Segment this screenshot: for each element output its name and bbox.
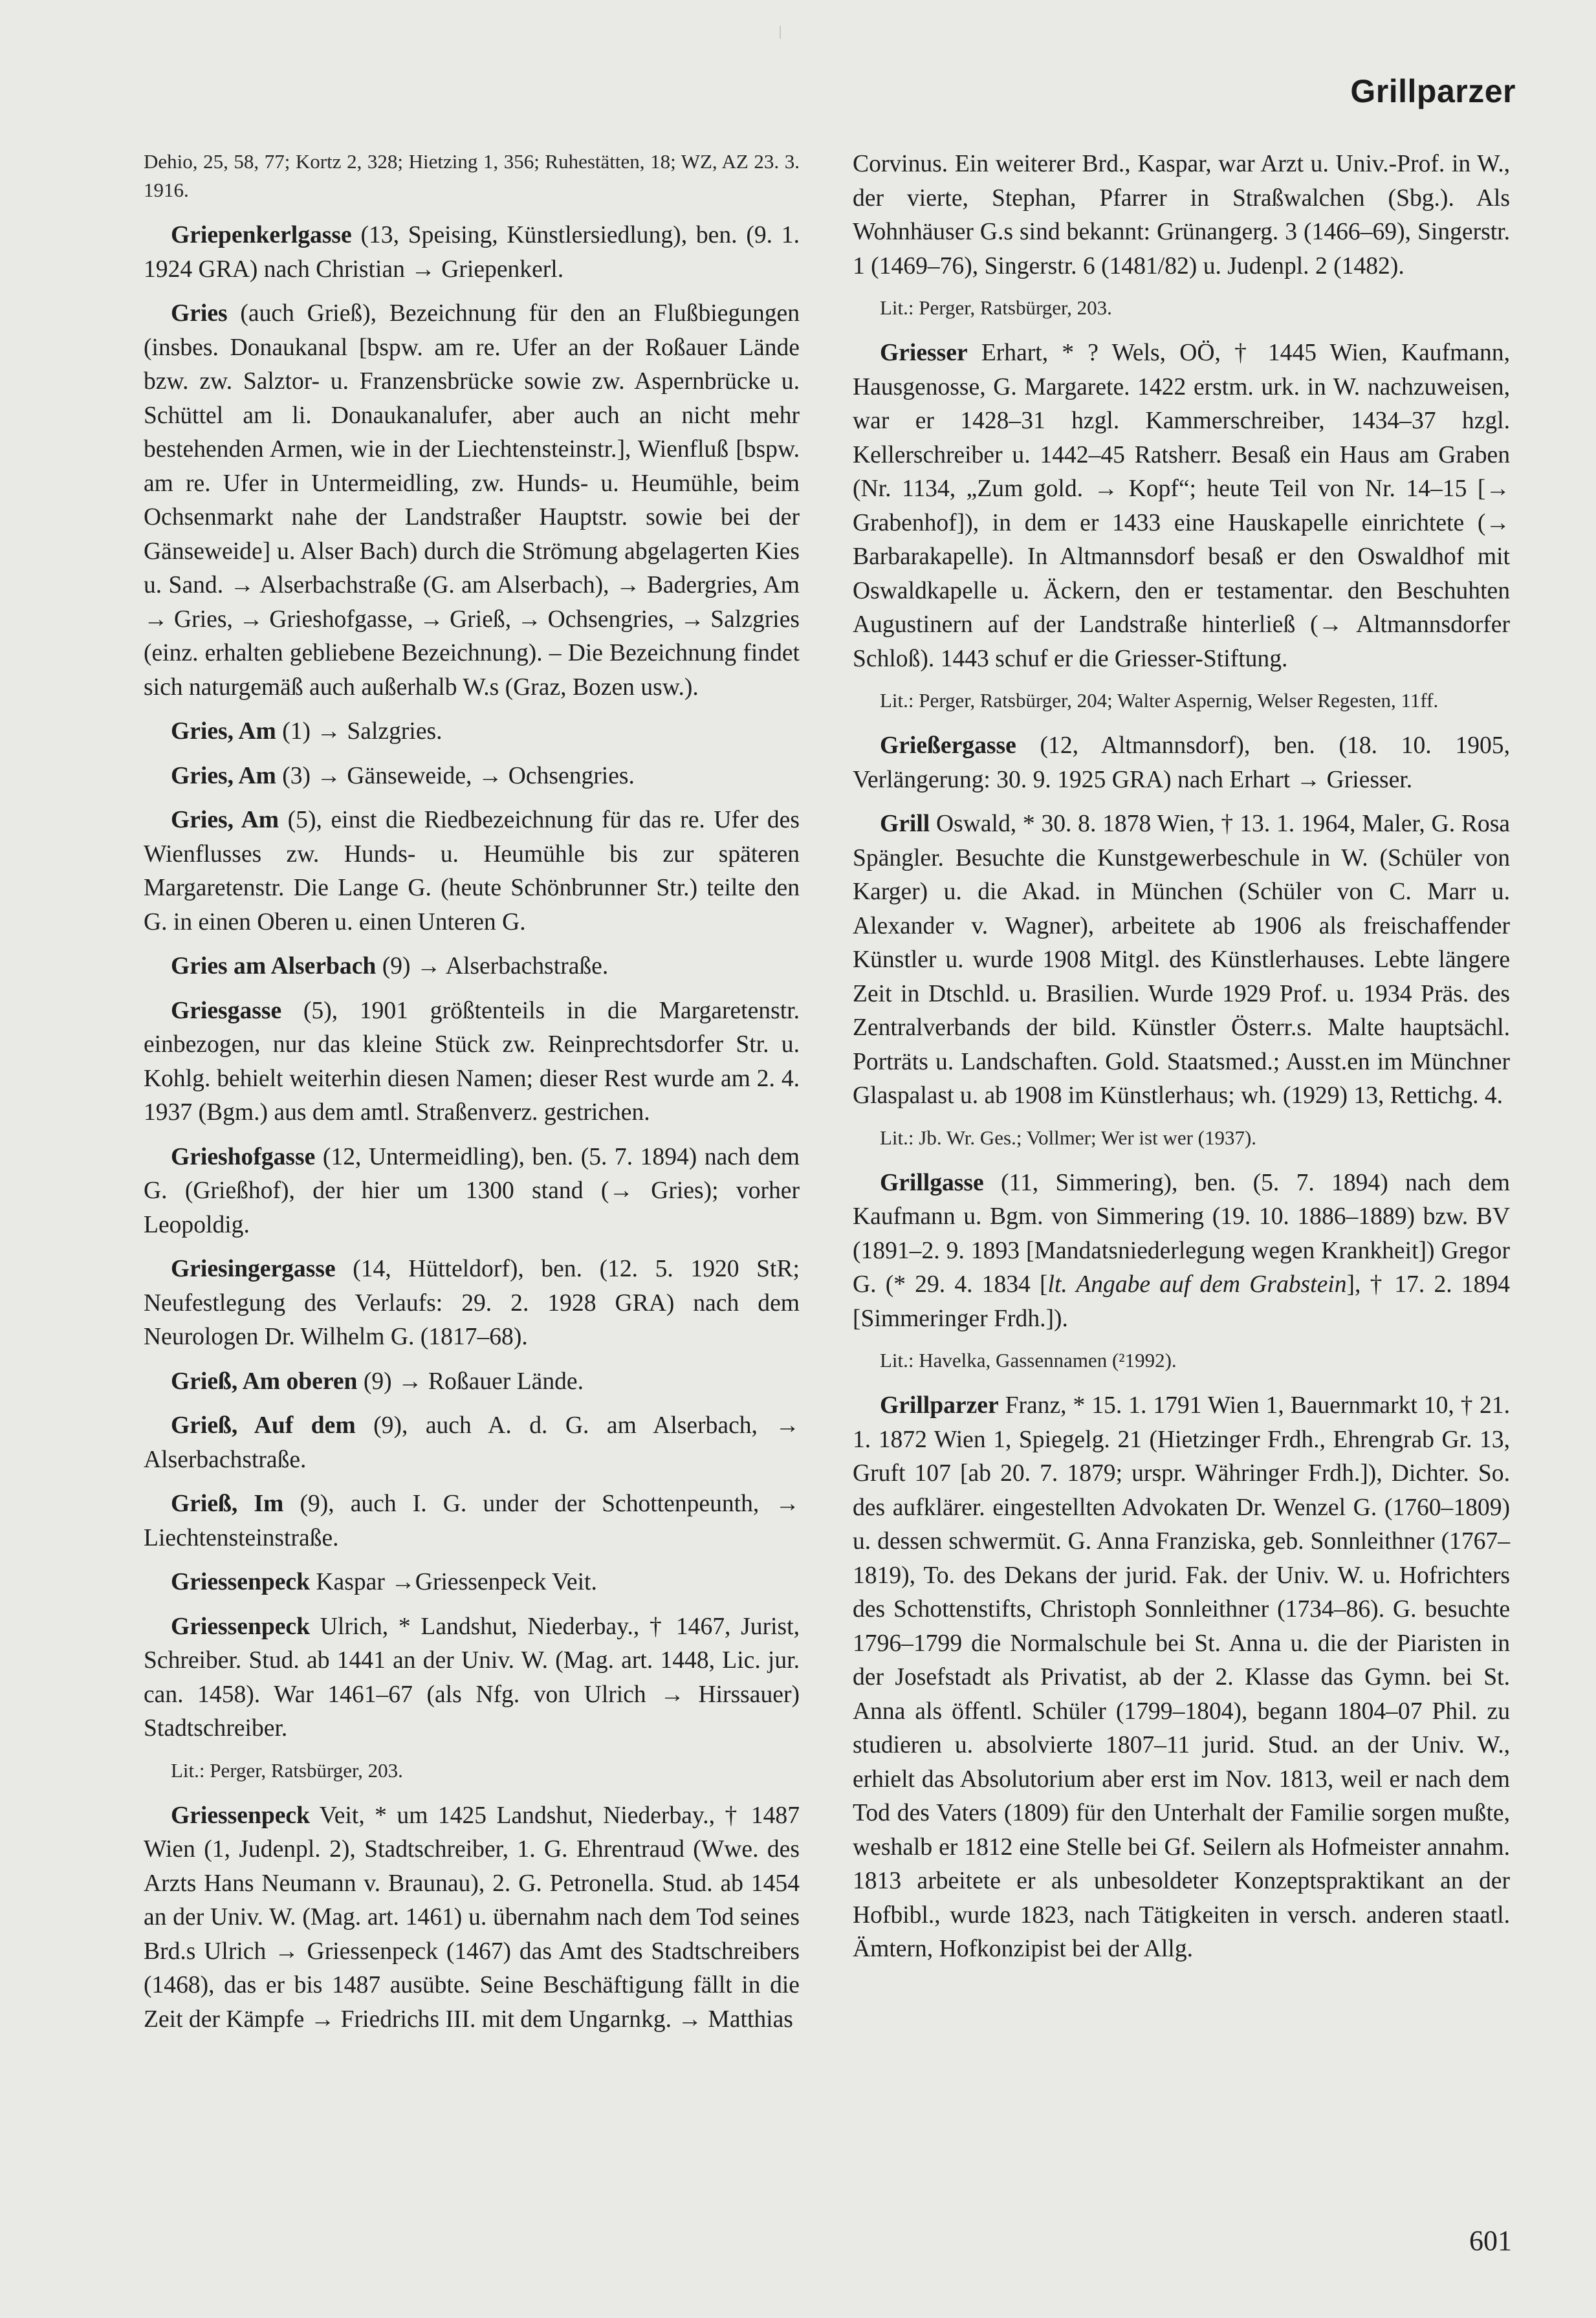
entry-text: Oswald, * 30. 8. 1878 Wien, † 13. 1. 1964, Maler, G. Rosa Spängler. Besuchte die Kunstgewerbeschule in W. (Schüler von Karger) u. die Akad. in München (Schüler von C. Marr u. Alexander v. Wagner), arbeitete ab 1906 als freischaffender Künstler u. wurde 1908 Mitgl. des Künstlerhauses. Lebte längere Zeit in Dtschld. u. Brasilien. Wurde 1929 Prof. u. 1934 Präs. des Zentralverbands der bild. Künstler Österr.s. Malte hauptsächl. Porträts u. Landschaften. Gold. Staatsmed.; Ausst.en im Münchner Glaspalast u. ab 1908 im Künstlerhaus; wh. (1929) 13, Rettichg. 4. bbox=[853, 811, 1510, 1109]
dictionary-entry bbox=[144, 219, 800, 287]
entry-text: (5), 1901 größtenteils in die Margaretenstr. einbezogen, nur das kleine Stück zw. Reinprechtsdorfer Str. u. Kohlg. behielt weiterhin diesen Namen; dieser Rest wurde am 2. 4. 1937 (Bgm.) aus dem amtl. Straßenverz. gestrichen. bbox=[144, 997, 800, 1126]
entry-text: (12, Untermeidling), ben. (5. 7. 1894) nach dem G. (Grießhof), der hier um 1300 stand (→ Gries); vorher Leopoldig. bbox=[144, 1143, 800, 1238]
dictionary-entry bbox=[853, 148, 1510, 283]
entry-text: Ulrich, * Landshut, Niederbay., † 1467, Jurist, Schreiber. Stud. ab 1441 an der Univ. W. (Mag. art. 1448, Lic. jur. can. 1458). War 1461–67 (als Nfg. von Ulrich → Hirssauer) Stadtschreiber. bbox=[144, 1613, 800, 1742]
entry-text: (5), einst die Riedbezeichnung für das re. Ufer des Wienflusses zw. Hunds- u. Heumühle bis zur späteren Margaretenstr. Die Lange G. (heute Schönbrunner Str.) teilte den G. in einen Oberen u. einen Unteren G. bbox=[144, 807, 800, 935]
entry-text: (12, Altmannsdorf), ben. (18. 10. 1905, Verlängerung: 30. 9. 1925 GRA) nach Erhart → Griesser. bbox=[853, 732, 1510, 793]
entry-text: Corvinus. Ein weiterer Brd., Kaspar, war Arzt u. Univ.-Prof. in W., der vierte, Stephan, Pfarrer in Straßwalchen (Sbg.). Als Wohnhäuser G.s sind bekannt: Grünangerg. 3 (1466–69), Singerstr. 1 (1469–76), Singerstr. 6 (1481/82) u. Judenpl. 2 (1482). bbox=[853, 151, 1510, 279]
entry-text: (13, Speising, Künstlersiedlung), ben. (9. 1. 1924 GRA) nach Christian → Griepenkerl. bbox=[144, 222, 800, 283]
dictionary-entry bbox=[144, 1365, 800, 1399]
entry-text: (9), auch I. G. under der Schottenpeunth, → Liechtensteinstraße. bbox=[144, 1491, 800, 1551]
dictionary-entry bbox=[853, 1166, 1510, 1337]
entry-headword: Griessenpeck bbox=[171, 1569, 311, 1595]
entry-headword: Griepenkerlgasse bbox=[171, 222, 352, 248]
literature-reference bbox=[853, 1346, 1510, 1375]
left-column bbox=[144, 148, 800, 2047]
dictionary-entry bbox=[144, 1409, 800, 1477]
entry-italic-text: lt. Angabe auf dem Grabstein bbox=[1047, 1271, 1347, 1298]
right-column bbox=[853, 148, 1510, 1977]
dictionary-entry bbox=[144, 1799, 800, 2037]
entry-headword: Gries, Am bbox=[171, 762, 276, 789]
entry-text: (9), auch A. d. G. am Alserbach, → Alserbachstraße. bbox=[144, 1412, 800, 1473]
running-head: Grillparzer bbox=[1350, 73, 1516, 109]
entry-headword: Grieß, Auf dem bbox=[171, 1412, 356, 1439]
entry-headword: Griessenpeck bbox=[171, 1613, 311, 1640]
scan-artifact-mark bbox=[780, 26, 781, 39]
dictionary-entry bbox=[853, 336, 1510, 676]
literature-reference bbox=[853, 1124, 1510, 1152]
dictionary-entry bbox=[144, 1141, 800, 1243]
entry-headword: Grillparzer bbox=[880, 1392, 999, 1419]
entry-headword: Griesgasse bbox=[171, 997, 282, 1024]
entry-text: Lit.: Perger, Ratsbürger, 204; Walter Aspernig, Welser Regesten, 11ff. bbox=[880, 689, 1439, 712]
entry-text: Lit.: Perger, Ratsbürger, 203. bbox=[880, 296, 1112, 319]
entry-text: Erhart, * ? Wels, OÖ, † 1445 Wien, Kaufmann, Hausgenosse, G. Margarete. 1422 erstm. urk. in W. nachzuweisen, war er 1428–31 hzgl. Kammerschreiber, 1434–37 hzgl. Kellerschreiber u. 1442–45 Ratsherr. Besaß ein Haus am Graben (Nr. 1134, „Zum gold. → Kopf“; heute Teil von Nr. 14–15 [→ Grabenhof]), in dem er 1433 eine Hauskapelle einrichtete (→ Barbarakapelle). In Altmannsdorf besaß er den Oswaldhof mit Oswaldkapelle u. Äckern, den er testamentar. den Beschuhten Augustinern auf der Landstraße hinterließ (→ Altmannsdorfer Schloß). 1443 schuf er die Griesser-Stiftung. bbox=[853, 340, 1510, 672]
dictionary-entry bbox=[144, 297, 800, 705]
page-number: 601 bbox=[1469, 2225, 1512, 2257]
entry-text: (11, Simmering), ben. (5. 7. 1894) nach dem Kaufmann u. Bgm. von Simmering (19. 10. 1886–1889) bzw. BV (1891–2. 9. 1893 [Mandatsniederlegung wegen Krankheit]) Gregor G. (* 29. 4. 1834 [ bbox=[853, 1169, 1510, 1298]
entry-text: (auch Grieß), Bezeichnung für den an Flußbiegungen (insbes. Donaukanal [bspw. am re. Ufer an der Roßauer Lände bzw. zw. Salztor- u. Franzensbrücke sowie zw. Aspernbrücke u. Schüttel am li. Donaukanalufer, aber auch an nicht mehr bestehenden Armen, wie in der Liechtensteinstr.], Wienfluß [bspw. am re. Ufer in Untermeidling, zw. Hunds- u. Heumühle, beim Ochsenmarkt nahe der Landstraßer Hauptstr. sowie bei der Gänseweide] u. Alser Bach) durch die Strömung abgelagerten Kies u. Sand. → Alserbachstraße (G. am Alserbach), → Badergries, Am → Gries, → Grieshofgasse, → Grieß, → Ochsengries, → Salzgries (einz. erhalten gebliebene Bezeichnung). – Die Bezeichnung findet sich naturgemäß auch außerhalb W.s (Graz, Bozen usw.). bbox=[144, 300, 800, 701]
entry-headword: Gries, Am bbox=[171, 718, 276, 745]
dictionary-entry bbox=[144, 1610, 800, 1746]
entry-headword: Grillgasse bbox=[880, 1169, 984, 1196]
dictionary-entry bbox=[853, 729, 1510, 797]
dictionary-entry bbox=[144, 804, 800, 939]
entry-text: (3) → Gänseweide, → Ochsengries. bbox=[276, 762, 635, 789]
entry-text: (9) → Roßauer Lände. bbox=[357, 1368, 584, 1395]
entry-text: Veit, * um 1425 Landshut, Niederbay., † 1487 Wien (1, Judenpl. 2), Stadtschreiber, 1. G. Ehrentraud (Wwe. des Arzts Hans Neumann v. Braunau), 2. G. Petronella. Stud. ab 1454 an der Univ. W. (Mag. art. 1461) u. übernahm nach dem Tod seines Brd.s Ulrich → Griessenpeck (1467) das Amt des Stadtschreibers (1468), das er bis 1487 ausübte. Seine Beschäftigung fällt in die Zeit der Kämpfe → Friedrichs III. mit dem Ungarnkg. → Matthias bbox=[144, 1802, 800, 2033]
entry-text: Franz, * 15. 1. 1791 Wien 1, Bauernmarkt 10, † 21. 1. 1872 Wien 1, Spiegelg. 21 (Hietzinger Frdh., Ehrengrab Gr. 13, Gruft 107 [ab 20. 7. 1879; urspr. Währinger Frdh.]), Dichter. So. des aufklärer. eingestellten Advokaten Dr. Wenzel G. (1760–1809) u. dessen schwermüt. G. Anna Franziska, geb. Sonnleithner (1767–1819), To. des Dekans der jurid. Fak. der Univ. W. u. Hofrichters des Schottenstifts, Christoph Sonnleithner (1734–86). G. besuchte 1796–1799 die Normalschule bei St. Anna u. die der Piaristen in der Josefstadt als Privatist, ab der 2. Klasse das Gymn. bei St. Anna als öffentl. Schüler (1799–1804), begann 1804–07 Phil. zu studieren u. absolvierte 1807–11 jurid. Stud. an der Univ. W., erhielt das Absolutorium aber erst im Nov. 1813, weil er nach dem Tod des Vaters (1809) für den Unterhalt der Familie sorgen mußte, weshalb er 1812 eine Stelle bei Gf. Seilern als Hofmeister annahm. 1813 arbeitete er als unbesoldeter Konzeptspraktikant an der Hofbibl., wurde 1823, nach Tätigkeiten in versch. anderen staatl. Ämtern, Hofkonzipist bei der Allg. bbox=[853, 1392, 1510, 1962]
literature-reference bbox=[853, 686, 1510, 715]
entry-headword: Gries bbox=[171, 300, 228, 327]
entry-text: (14, Hütteldorf), ben. (12. 5. 1920 StR; Neufestlegung des Verlaufs: 29. 2. 1928 GRA) nach dem Neurologen Dr. Wilhelm G. (1817–68). bbox=[144, 1256, 800, 1350]
entry-headword: Griessenpeck bbox=[171, 1802, 311, 1829]
literature-reference bbox=[853, 294, 1510, 322]
entry-text: Lit.: Havelka, Gassennamen (²1992). bbox=[880, 1349, 1177, 1372]
entry-text: Dehio, 25, 58, 77; Kortz 2, 328; Hietzing 1, 356; Ruhestätten, 18; WZ, AZ 23. 3. 1916. bbox=[144, 150, 800, 201]
entry-text: Kaspar →Griessenpeck Veit. bbox=[310, 1569, 597, 1595]
entry-headword: Grieß, Im bbox=[171, 1491, 284, 1517]
entry-headword: Grießergasse bbox=[880, 732, 1016, 759]
dictionary-entry bbox=[144, 1487, 800, 1555]
entry-text: (1) → Salzgries. bbox=[276, 718, 443, 745]
dictionary-entry bbox=[144, 950, 800, 984]
dictionary-entry bbox=[144, 760, 800, 794]
dictionary-entry bbox=[144, 1566, 800, 1600]
dictionary-entry bbox=[144, 994, 800, 1130]
dictionary-entry bbox=[853, 1389, 1510, 1967]
entry-text: Lit.: Perger, Ratsbürger, 203. bbox=[171, 1758, 403, 1782]
entry-text: (9) → Alserbachstraße. bbox=[376, 953, 609, 979]
entry-headword: Grieß, Am oberen bbox=[171, 1368, 358, 1395]
entry-text-tail: ], † 17. 2. 1894 [Simmeringer Frdh.]). bbox=[853, 1271, 1510, 1332]
entry-headword: Grieshofgasse bbox=[171, 1143, 316, 1170]
literature-reference bbox=[144, 148, 800, 204]
entry-headword: Grill bbox=[880, 811, 930, 837]
dictionary-entry bbox=[853, 807, 1510, 1113]
entry-headword: Griesser bbox=[880, 340, 968, 366]
literature-reference bbox=[144, 1756, 800, 1785]
entry-headword: Gries, Am bbox=[171, 807, 279, 833]
entry-headword: Griesingergasse bbox=[171, 1256, 336, 1282]
entry-headword: Gries am Alserbach bbox=[171, 953, 377, 979]
entry-text: Lit.: Jb. Wr. Ges.; Vollmer; Wer ist wer (1937). bbox=[880, 1126, 1257, 1149]
dictionary-entry bbox=[144, 1252, 800, 1355]
dictionary-entry bbox=[144, 715, 800, 749]
